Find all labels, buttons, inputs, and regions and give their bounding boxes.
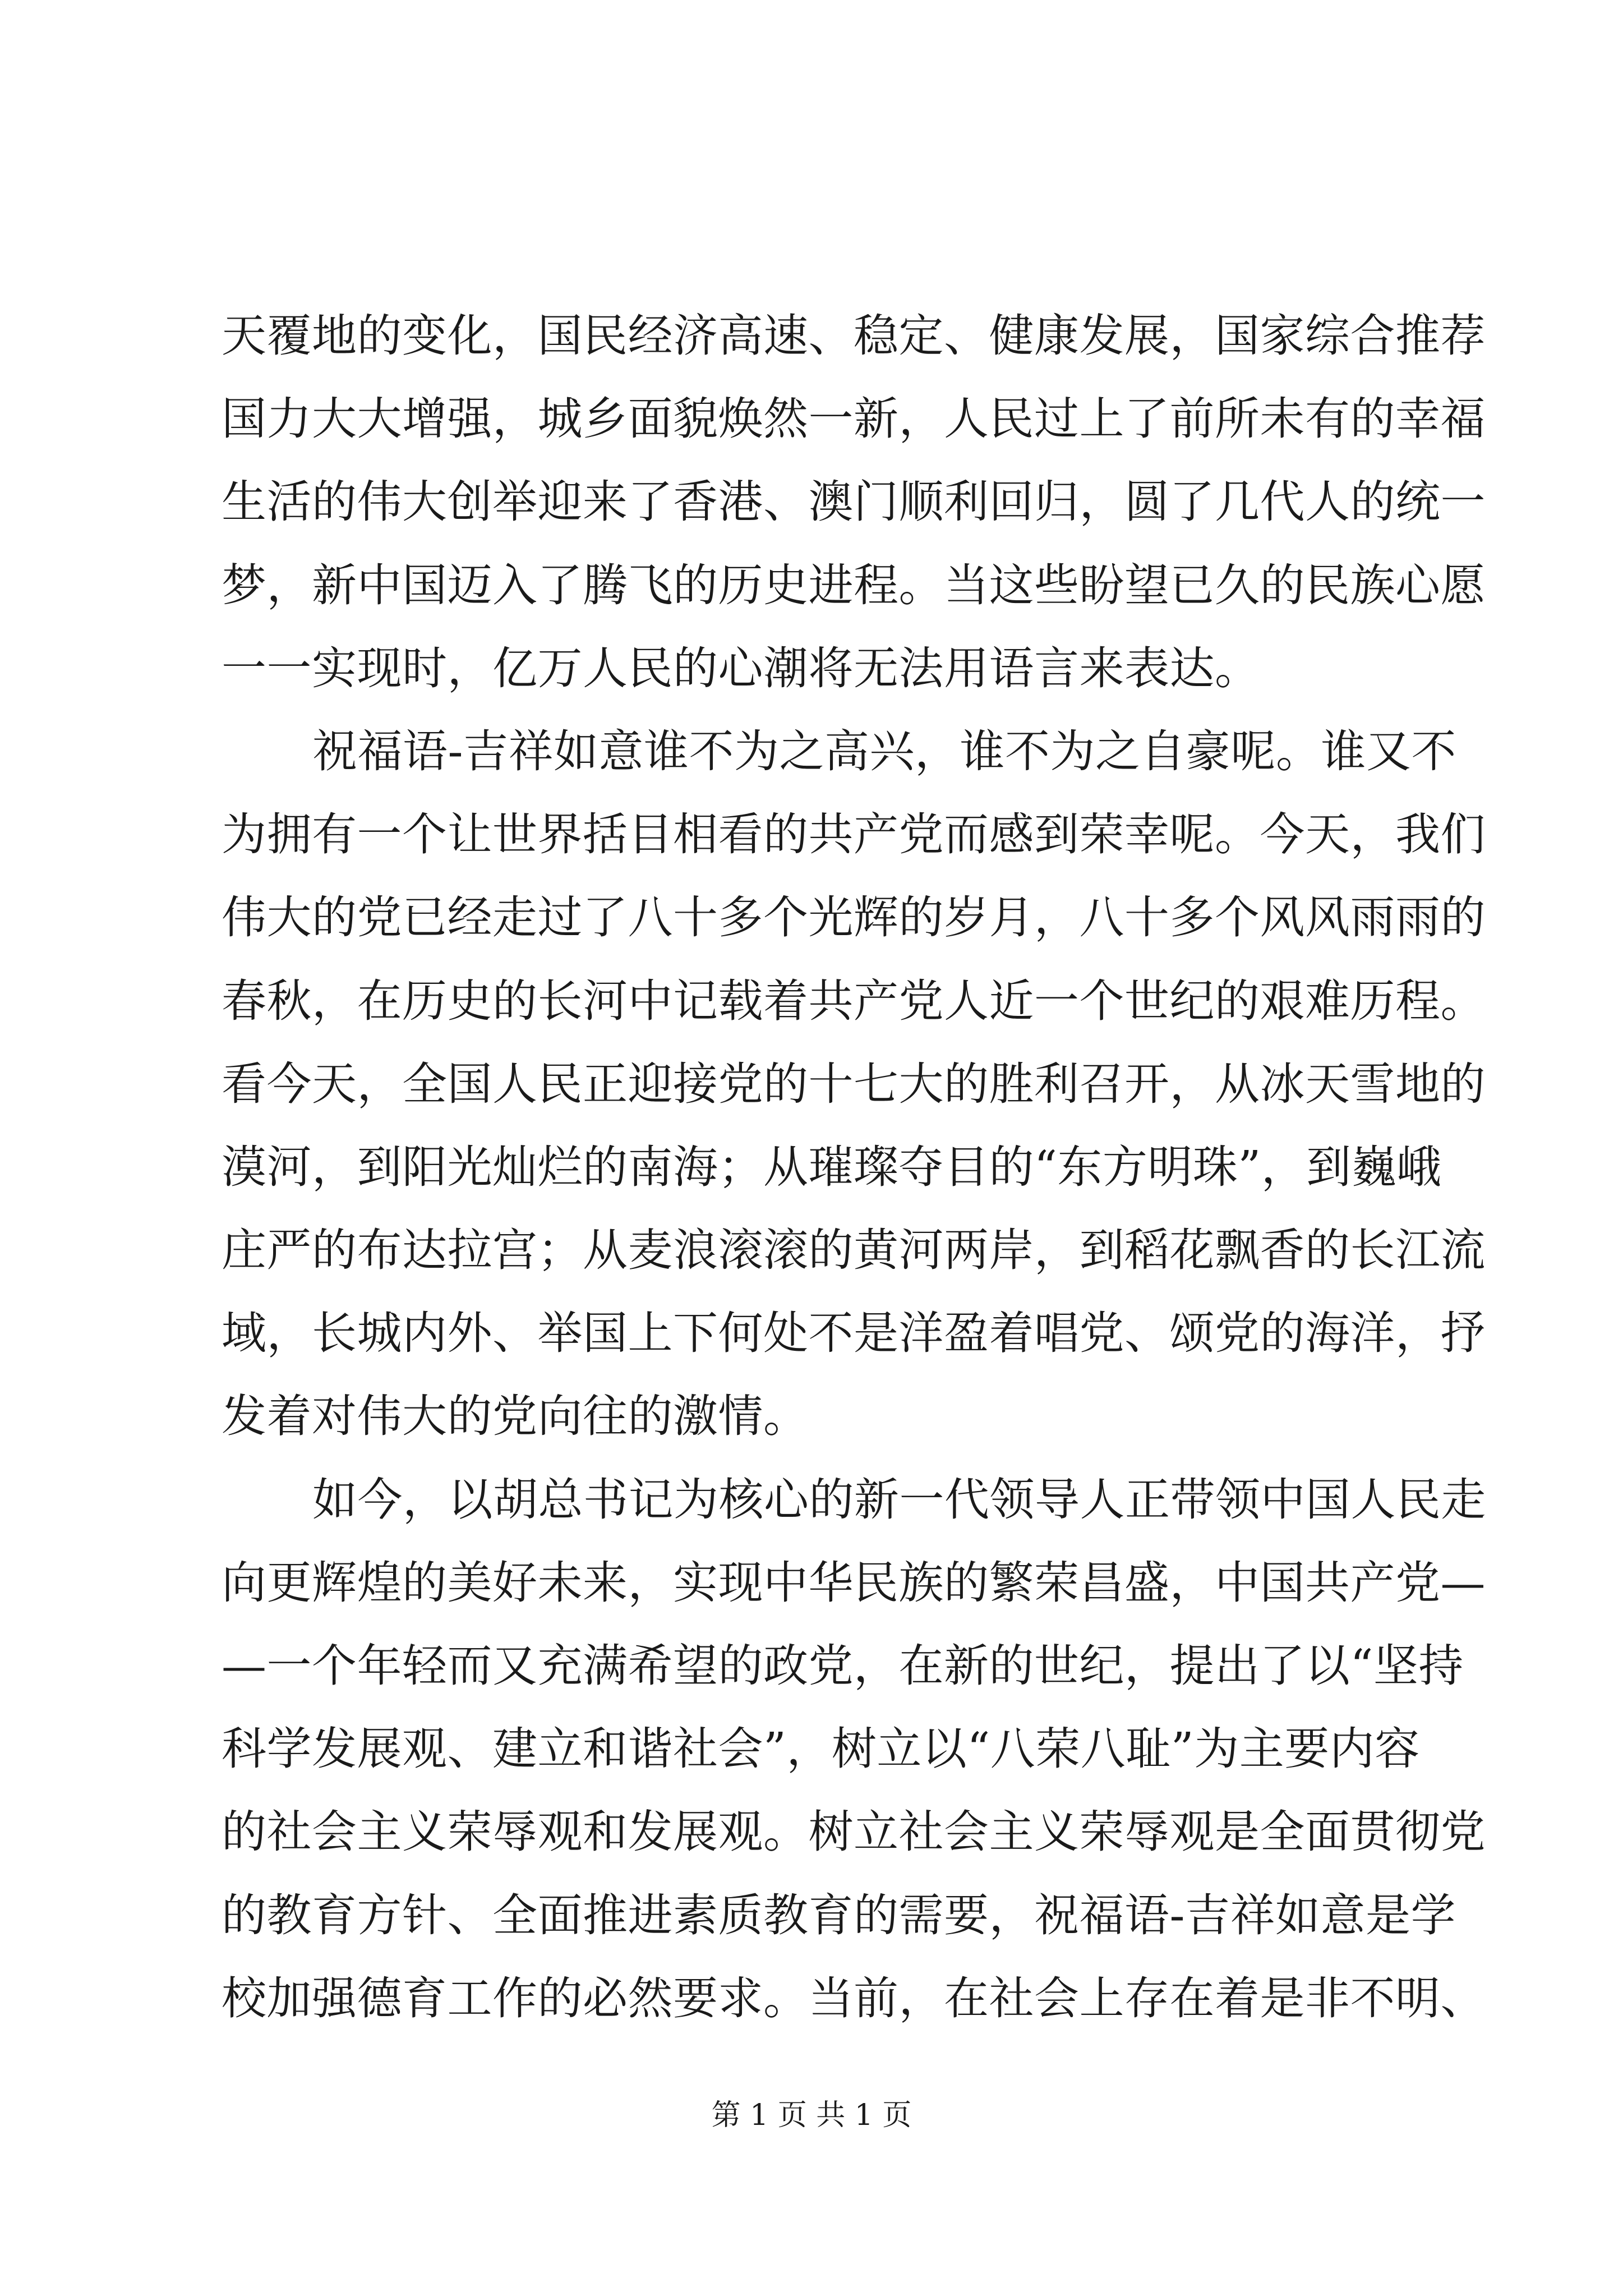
page-number-footer: 第 1 页 共 1 页 <box>711 2099 912 2132</box>
text-line: 校加强德育工作的必然要求。当前，在社会上存在着是非不明、 <box>222 1972 1486 2024</box>
text-line: 春秋，在历史的长河中记载着共产党人近一个世纪的艰难历程。 <box>222 974 1486 1027</box>
paragraph-first-line: 如今，以胡总书记为核心的新一代领导人正带领中国人民走 <box>312 1473 1486 1526</box>
text-line: 的社会主义荣辱观和发展观。树立社会主义荣辱观是全面贯彻党 <box>222 1806 1486 1858</box>
text-line: 梦，新中国迈入了腾飞的历史进程。当这些盼望已久的民族心愿 <box>222 559 1486 611</box>
text-line: 域，长城内外、举国上下何处不是洋盈着唱党、颂党的海洋，抒 <box>222 1307 1486 1360</box>
text-line: —一个年轻而又充满希望的政党，在新的世纪，提出了以“坚持 <box>222 1640 1464 1692</box>
text-line: 发着对伟大的党向往的激情。 <box>222 1390 809 1443</box>
text-line: 天覆地的变化，国民经济高速、稳定、健康发展，国家综合推荐 <box>222 310 1486 362</box>
text-line: 的教育方针、全面推进素质教育的需要，祝福语-吉祥如意是学 <box>222 1889 1456 1941</box>
text-line: 伟大的党已经走过了八十多个光辉的岁月，八十多个风风雨雨的 <box>222 891 1486 944</box>
text-line: 一一实现时，亿万人民的心潮将无法用语言来表达。 <box>222 642 1260 694</box>
paragraph-first-line: 祝福语-吉祥如意谁不为之高兴，谁不为之自豪呢。谁又不 <box>312 725 1457 777</box>
text-line: 国力大大增强，城乡面貌焕然一新，人民过上了前所未有的幸福 <box>222 393 1486 445</box>
text-line: 看今天，全国人民正迎接党的十七大的胜利召开，从冰天雪地的 <box>222 1057 1486 1110</box>
text-line: 为拥有一个让世界括目相看的共产党而感到荣幸呢。今天，我们 <box>222 808 1486 861</box>
text-line: 向更辉煌的美好未来，实现中华民族的繁荣昌盛，中国共产党— <box>222 1556 1486 1609</box>
text-line: 科学发展观、建立和谐社会”，树立以“八荣八耻”为主要内容 <box>222 1723 1420 1775</box>
document-body <box>222 295 1486 2040</box>
text-line: 生活的伟大创举迎来了香港、澳门顺利回归，圆了几代人的统一 <box>222 476 1486 528</box>
text-line: 庄严的布达拉宫；从麦浪滚滚的黄河两岸，到稻花飘香的长江流 <box>222 1224 1486 1277</box>
text-line: 漠河，到阳光灿烂的南海；从璀璨夺目的“东方明珠”，到巍峨 <box>222 1140 1442 1193</box>
